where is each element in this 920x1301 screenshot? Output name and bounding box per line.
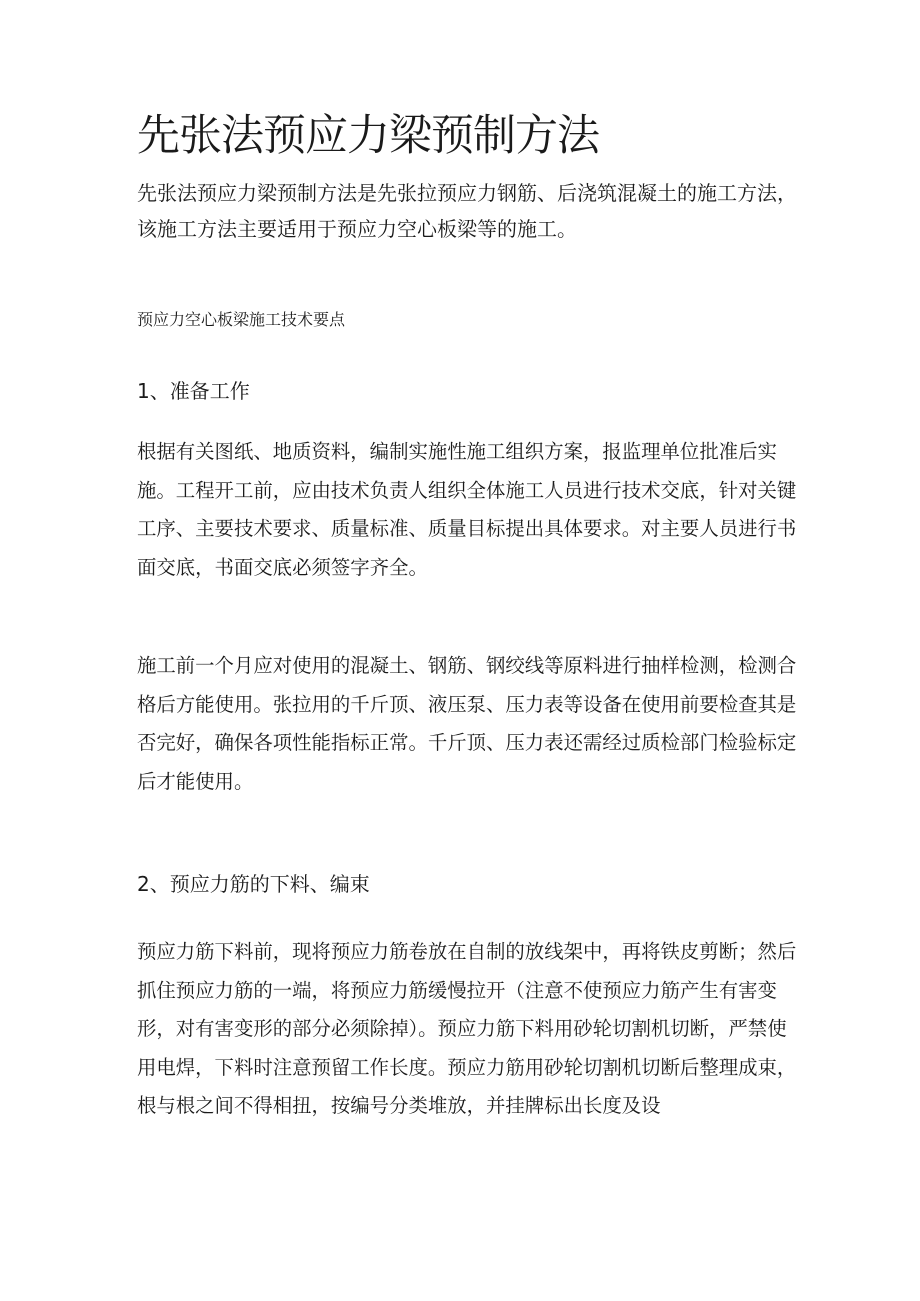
intro-paragraph: 先张法预应力梁预制方法是先张拉预应力钢筋、后浇筑混凝土的施工方法，该施工方法主要适用于预应力空心板梁等的施工。 xyxy=(137,181,797,241)
paragraph-preparation-1: 根据有关图纸、地质资料，编制实施性施工组织方案，报监理单位批准后实施。工程开工前，应由技术负责人组织全体施工人员进行技术交底，针对关键工序、主要技术要求、质量标准、质量目标提出具体要求。对主要人员进行书面交底，书面交底必须签字齐全。 xyxy=(137,440,797,579)
document-title: 先张法预应力梁预制方法 xyxy=(137,111,599,161)
subheading: 预应力空心板梁施工技术要点 xyxy=(137,310,346,329)
paragraph-cutting-bundling-1: 预应力筋下料前，现将预应力筋卷放在自制的放线架中，再将铁皮剪断；然后抓住预应力筋的一端，将预应力筋缓慢拉开（注意不使预应力筋产生有害变形，对有害变形的部分必须除掉）。预应力筋下料用砂轮切割机切断，严禁使用电焊，下料时注意预留工作长度。预应力筋用砂轮切割机切断后整理成束，根与根之间不得相扭，按编号分类堆放，并挂牌标出长度及设 xyxy=(137,940,797,1117)
section-heading-preparation: 1、准备工作 xyxy=(137,379,250,403)
paragraph-preparation-2: 施工前一个月应对使用的混凝土、钢筋、钢绞线等原料进行抽样检测，检测合格后方能使用。张拉用的千斤顶、液压泵、压力表等设备在使用前要检查其是否完好，确保各项性能指标正常。千斤顶、压力表还需经过质检部门检验标定后才能使用。 xyxy=(137,654,797,793)
section-heading-cutting-bundling: 2、预应力筋的下料、编束 xyxy=(137,872,370,896)
